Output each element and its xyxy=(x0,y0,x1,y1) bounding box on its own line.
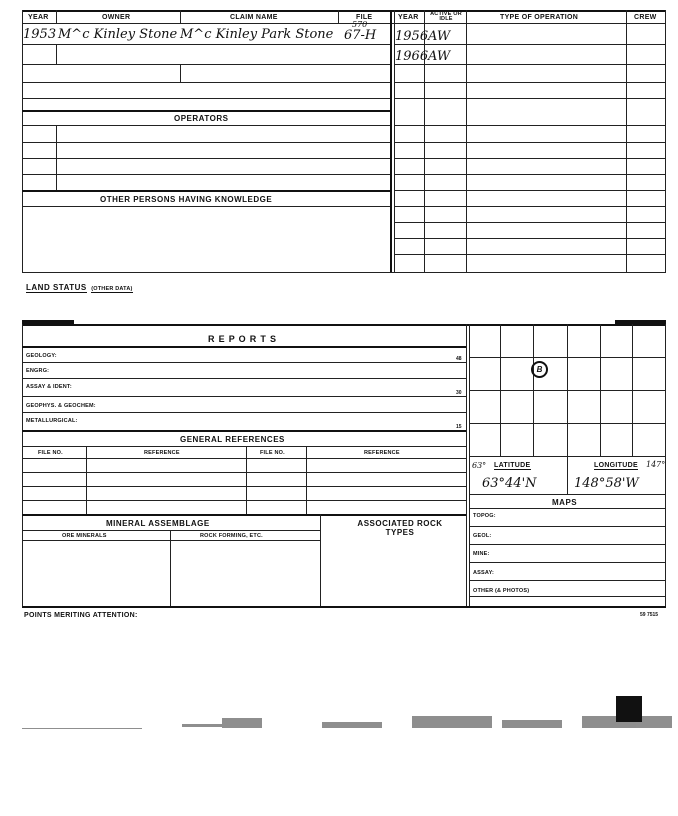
latitude-value: 63°44'N xyxy=(482,476,537,491)
entry-year: 1953 xyxy=(23,27,57,42)
genref-file-no-2: FILE NO. xyxy=(260,450,285,456)
header-year-2: YEAR xyxy=(398,14,419,21)
maps-geol: GEOL: xyxy=(473,533,492,539)
lon-suffix: 147° xyxy=(646,460,666,469)
genref-reference-1: REFERENCE xyxy=(144,450,180,456)
entry-owner: M^c Kinley Stone xyxy=(58,27,178,42)
report-geophys: GEOPHYS. & GEOCHEM: xyxy=(26,403,96,409)
activity-status-1: AW xyxy=(428,29,451,44)
entry-file: 67-H xyxy=(344,28,377,43)
entry-file-top: 570 xyxy=(352,20,368,29)
report-assay: ASSAY & IDENT: xyxy=(26,384,72,390)
header-claim-name: CLAIM NAME xyxy=(230,14,278,21)
report-engrg: ENGRG: xyxy=(26,368,50,374)
ore-minerals-label: ORE MINERALS xyxy=(62,533,107,539)
maps-title: MAPS xyxy=(552,498,578,507)
form-number: 59 7515 xyxy=(640,612,659,618)
latitude-label: LATITUDE xyxy=(494,462,531,469)
header-owner: OWNER xyxy=(102,14,131,21)
maps-other: OTHER (& PHOTOS) xyxy=(473,588,530,594)
activity-year-1: 1956 xyxy=(395,29,429,44)
top-table-bottom xyxy=(22,272,666,273)
other-persons-label: OTHER PERSONS HAVING KNOWLEDGE xyxy=(100,195,273,204)
activity-status-2: AW xyxy=(428,49,451,64)
header-type-of-operation: TYPE OF OPERATION xyxy=(500,14,579,21)
longitude-label: LONGITUDE xyxy=(594,462,638,469)
left-border xyxy=(22,10,23,272)
report-assay-num: 30 xyxy=(456,390,462,396)
report-geology-num: 48 xyxy=(456,356,462,362)
reports-top-border xyxy=(22,324,666,326)
report-metallurgical: METALLURGICAL: xyxy=(26,418,78,424)
reports-right-divider xyxy=(466,324,467,606)
operators-label: OPERATORS xyxy=(174,114,229,123)
header-year: YEAR xyxy=(28,14,49,21)
lat-prefix: 63° xyxy=(472,461,487,470)
points-meriting-attention: POINTS MERITING ATTENTION: xyxy=(24,612,138,619)
scan-noise-band xyxy=(22,690,672,750)
genref-reference-2: REFERENCE xyxy=(364,450,400,456)
land-status-label: LAND STATUS (OTHER DATA) xyxy=(26,283,133,292)
top-border xyxy=(22,10,666,12)
header-file: FILE xyxy=(356,14,373,21)
general-references-title: GENERAL REFERENCES xyxy=(180,435,285,444)
activity-year-2: 1966 xyxy=(395,49,429,64)
header-bottom-line xyxy=(22,23,666,24)
reports-title: R E P O R T S xyxy=(208,334,277,344)
center-divider xyxy=(390,10,392,272)
grid-location-marker: B xyxy=(531,361,548,378)
maps-mine: MINE: xyxy=(473,551,490,557)
maps-topog: TOPOG: xyxy=(473,513,496,519)
header-active-or-idle: ACTIVE OR IDLE xyxy=(430,11,462,22)
rock-forming-label: ROCK FORMING, ETC. xyxy=(200,533,263,539)
longitude-value: 148°58'W xyxy=(574,476,639,491)
associated-rock-types-title: ASSOCIATED ROCK TYPES xyxy=(357,519,443,537)
mineral-assemblage-title: MINERAL ASSEMBLAGE xyxy=(106,519,210,528)
genref-file-no-1: FILE NO. xyxy=(38,450,63,456)
entry-claim-name: M^c Kinley Park Stone xyxy=(180,27,334,42)
maps-assay: ASSAY: xyxy=(473,570,495,576)
header-crew: CREW xyxy=(634,14,657,21)
report-geology: GEOLOGY: xyxy=(26,353,57,359)
report-metallurgical-num: 15 xyxy=(456,424,462,430)
reports-bottom-border xyxy=(22,606,666,608)
right-border xyxy=(665,10,666,272)
